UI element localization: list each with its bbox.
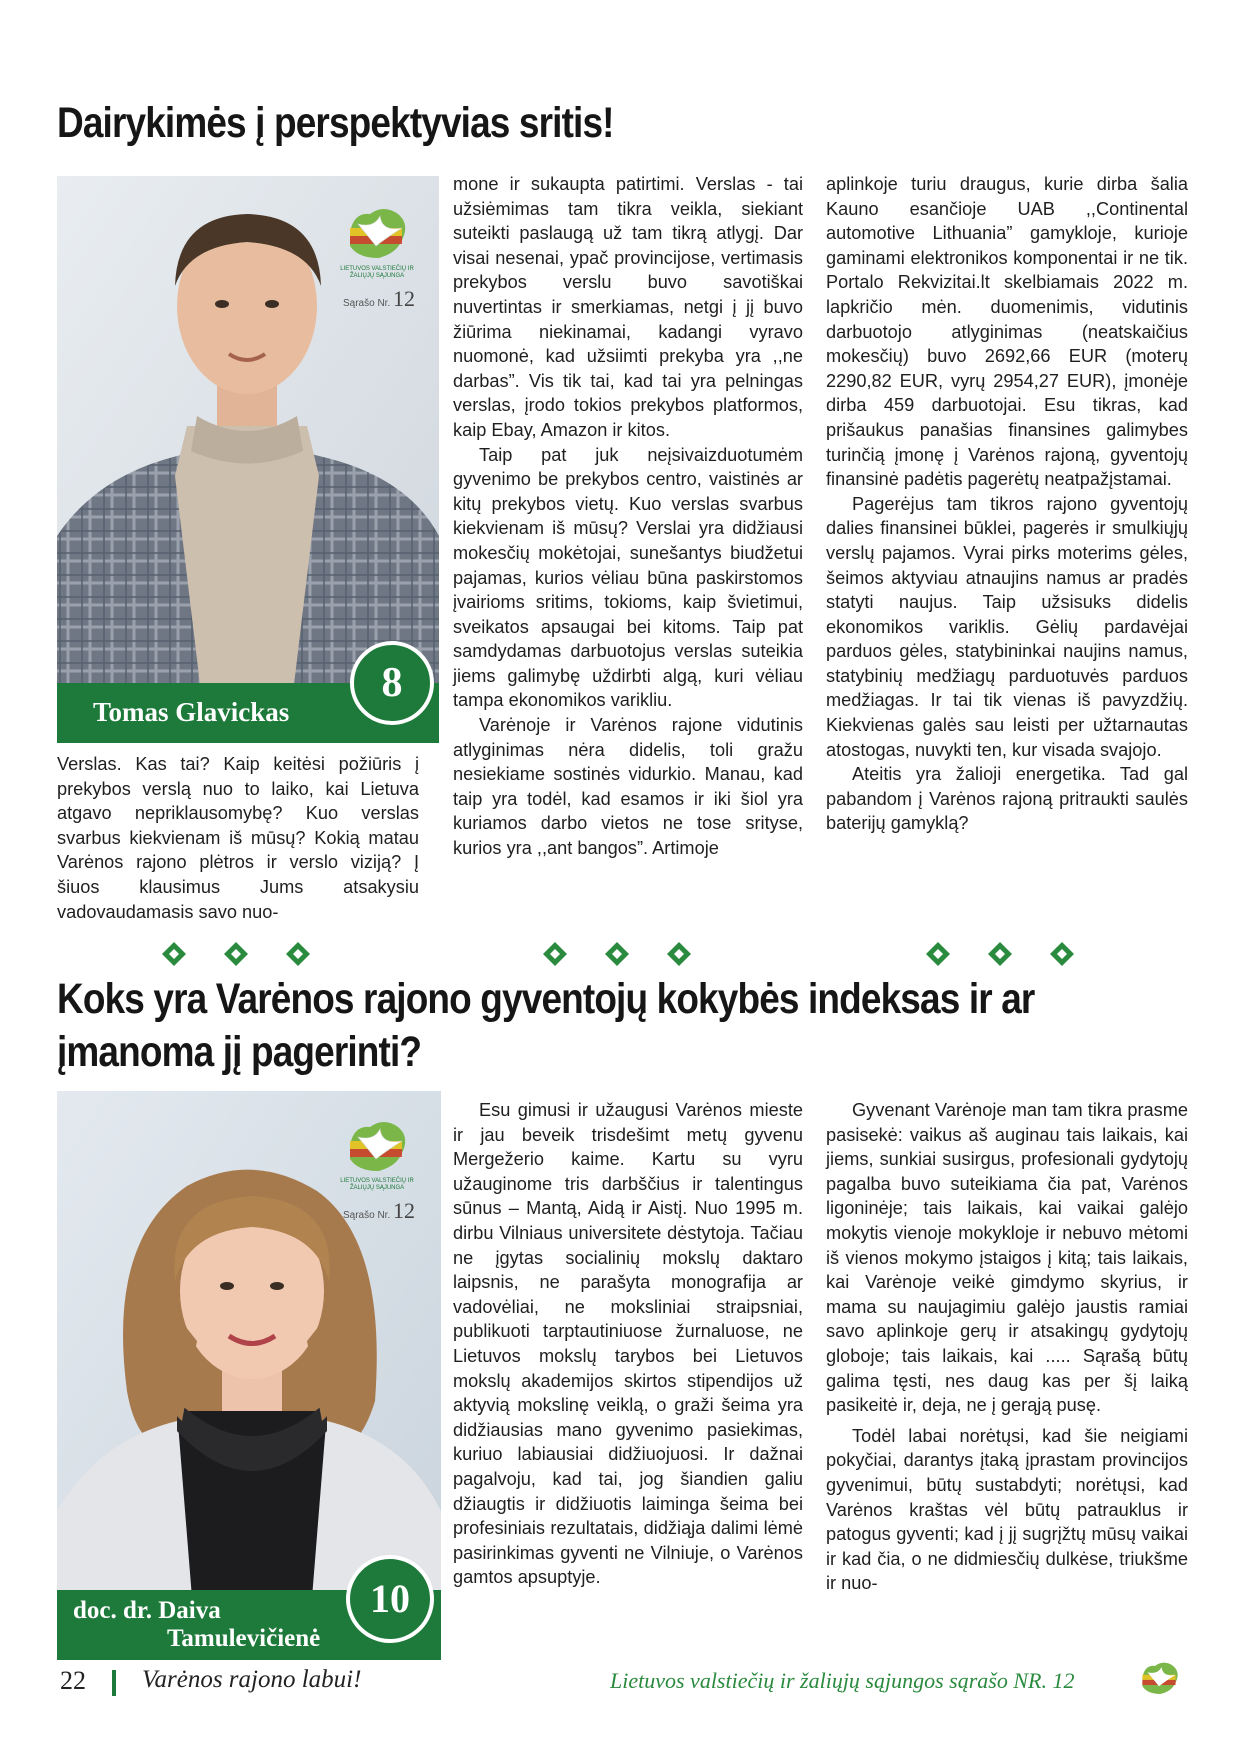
paragraph: Todėl labai norėtųsi, kad šie neigiami pokyčiai, darantys įtaką įprastam provincijos gyvenimui, būtų sustabdyti; norėtųsi, kad Varėnos kraštas vėl būtų patrauklus ir patogus gyventi; kad į jį sugrįžtų mūsų vaikai ir kad čia, o ne didmiesčių dulkėse, triukšme ir nuo-: [826, 1425, 1188, 1594]
paragraph: Pagerėjus tam tikros rajono gyventojų dalies finansinei būklei, pagerės ir smulkiųjų verslų pajamos. Vyrai pirks moterims gėles, šeimos aktyviau atnaujins namus ar pradės statyti naujus. Taip užsisuks didelis ekonomikos variklis. Gėlių pardavėjai parduos gėles, statybininkai naujins namus, statybinių medžiagų parduotuvės parduos medžiagas. Ir tai tik vienas iš pavyzdžių. Kiekvienas galės sau leisti per užtarnautas atostogas, nuvykti ten, kur visada svajojo.: [826, 493, 1188, 760]
candidate-number-badge: 10: [346, 1555, 434, 1643]
paragraph: Esu gimusi ir užaugusi Varėnos mieste ir jau beveik trisdešimt metų gyvenu Mergežerio kaime. Kartu su vyru užauginome tris darbščius ir talentingus sūnus – Mantą, Aidą ir Aistį. Nuo 1995 m. dirbu Vilniaus universitete dėstytoja. Tačiau ne įgytas socialinių mokslų daktaro laipsnis, ne parašyta monografija ar vadovėliai, ne moksliniai straipsniai, publikuoti tarptautiniuose žurnaluose, ne Lietuvos mokslų tarybos bei Lietuvos mokslų akademijos skirtos stipendijos už aktyvią mokslinę veiklą, o graži šeima yra didžiausias mano gyvenimo pasiekimas, kuriuo labiausiai didžiuojuosi. Ir dažnai pagalvoju, kad tai, jog šiandien galiu džiaugtis ir didžiuotis laiminga šeima bei profesiniais rezultatais, didžiąja dalimi lėmė pasirinkimas gyventi ne Vilniuje, o Varėnos gamtos apsuptyje.: [453, 1100, 803, 1588]
paragraph: mone ir sukaupta patirtimi. Verslas - tai užsiėmimas tam tikra veikla, siekiant suteikti paslaugą už tam tikrą atlygį. Dar visai nesenai, ypač provincijose, vertimasis prekybos verslu buvo savotiškai nuvertintas ir smerkiamas, netgi į jį buvo žiūrima niekinamai, kadangi vyravo nuomonė, kad užsiimti prekyba yra ,,ne darbas”. Vis tik tai, kad tai yra pelningas verslas, įrodo tokios prekybos platformos, kaip Ebay, Amazon ir kitos.: [453, 174, 803, 440]
article2-column2: [453, 1098, 803, 1590]
footer-slogan: Varėnos rajono labui!: [142, 1666, 362, 1693]
ornament-divider: [541, 940, 701, 973]
candidate-name-line2: Tamulevičienė: [167, 1625, 321, 1652]
page-number: 22: [60, 1666, 86, 1695]
party-logo-caption: LIETUVOS VALSTIEČIŲ IR ŽALIŲJŲ SĄJUNGA: [340, 1178, 414, 1191]
party-logo: [340, 1115, 412, 1182]
list-number-label: Sąrašo Nr. 12: [343, 1198, 416, 1223]
article1-title: Dairykimės į perspektyvias sritis!: [57, 99, 614, 147]
article1-column2: [453, 172, 803, 861]
paragraph: Gyvenant Varėnoje man tam tikra prasme pasisekė: vaikus aš auginau tais laikais, kai jiems, sunkiai susirgus, profesionali gydytojų pagalba buvo suteikiama čia pat, Varėnos ligoninėje; tais laikais, kai vaikai galėjo mokytis vienoje mokykloje ir nebuvo mėtomi iš vienos mokymo įstaigos į kitą; tais laikais, kai Varėnoje veikė gimdymo skyrius, ir mama su naujagimiu galėjo jaustis ramiai savo aplinkoje gerų ir atsakingų gydytojų globoje; tais laikais, kai ..... Sąrašą būtų galima tęsti, nes daug kas per šį laiką pasikeitė ir, deja, ne į gerąją pusę.: [826, 1100, 1188, 1416]
article1-column1: [57, 752, 419, 924]
paragraph: Verslas. Kas tai? Kaip keitėsi požiūris į prekybos verslą nuo to laiko, kai Lietuva atgavo nepriklausomybę? Kuo verslas svarbus kiekvienam iš mūsų? Kokią matau Varėnos rajono plėtros ir verslo viziją? Į šiuos klausimus Jums atsakysiu vadovaudamasis savo nuo-: [57, 754, 419, 922]
paragraph: aplinkoje turiu draugus, kurie dirba šalia Kauno esančioje UAB ,,Continental automotive Lithuania” gamykloje, kurioje gaminami elektronikos komponentai ir ne tik. Portalo Rekvizitai.lt skelbiamais 2022 m. lapkričio mėn. duomenimis, vidutinis darbuotojo atlyginimas (neatskaičius mokesčių) buvo 2692,66 EUR (moterų 2290,82 EUR, vyrų 2954,27 EUR), įmonėje dirba 459 darbuotojai. Esu tikras, kad prišaukus panašias finansines galimybes turinčią įmonę į Varėnos rajoną, gyventojų finansinė padėtis pagerėtų neatpažįstamai.: [826, 174, 1188, 490]
footer-divider: [112, 1670, 116, 1696]
article1-column3: [826, 172, 1188, 836]
article2-title-line1: Koks yra Varėnos rajono gyventojų kokybės indeksas ir ar: [57, 975, 1035, 1023]
paragraph: Ateitis yra žalioji energetika. Tad gal pabandom į Varėnos rajoną pritraukti saulės baterijų gamyklą?: [826, 764, 1188, 834]
ornament-divider: [924, 940, 1084, 973]
footer-list-caption: Lietuvos valstiečių ir žaliųjų sąjungos sąrašo NR. 12: [610, 1668, 1075, 1693]
ornament-divider: [160, 940, 320, 973]
article2-title-line2: įmanoma jį pagerinti?: [57, 1028, 422, 1076]
paragraph: Taip pat juk neįsivaizduotumėm gyvenimo be prekybos centro, vaistinės ar kitų prekybos vietų. Kuo verslas svarbus kiekvienam iš mūsų? Verslai yra didžiausi mokesčių mokėtojai, sunešantys biudžetui pajamas, kurios vėliau būna paskirstomos įvairioms sritims, tokioms, kaip švietimui, sveikatos apsaugai bei kitoms. Taip pat samdydamas darbuotojus verslas suteikia jiems galimybę uždirbti algą, kuri vėliau tampa ekonomikos varikliu.: [453, 444, 803, 711]
candidate-number-badge: 8: [350, 641, 434, 725]
party-logo: [340, 202, 412, 269]
paragraph: Varėnoje ir Varėnos rajone vidutinis atlyginimas nėra didelis, toli gražu nesiekiame sostinės vidurkio. Manau, kad taip yra todėl, kad esamos ir iki šiol yra kuriamos darbo vietos ne tose srityse, kurios yra ,,ant bangos”. Artimoje: [453, 715, 803, 859]
list-number-label: Sąrašo Nr. 12: [343, 286, 416, 311]
article2-column3: [826, 1098, 1188, 1596]
candidate-name-line1: doc. dr. Daiva: [73, 1597, 221, 1624]
party-logo-small: [1136, 1658, 1182, 1703]
candidate-name: Tomas Glavickas: [93, 697, 290, 727]
party-logo-caption: LIETUVOS VALSTIEČIŲ IR ŽALIŲJŲ SĄJUNGA: [340, 266, 414, 279]
